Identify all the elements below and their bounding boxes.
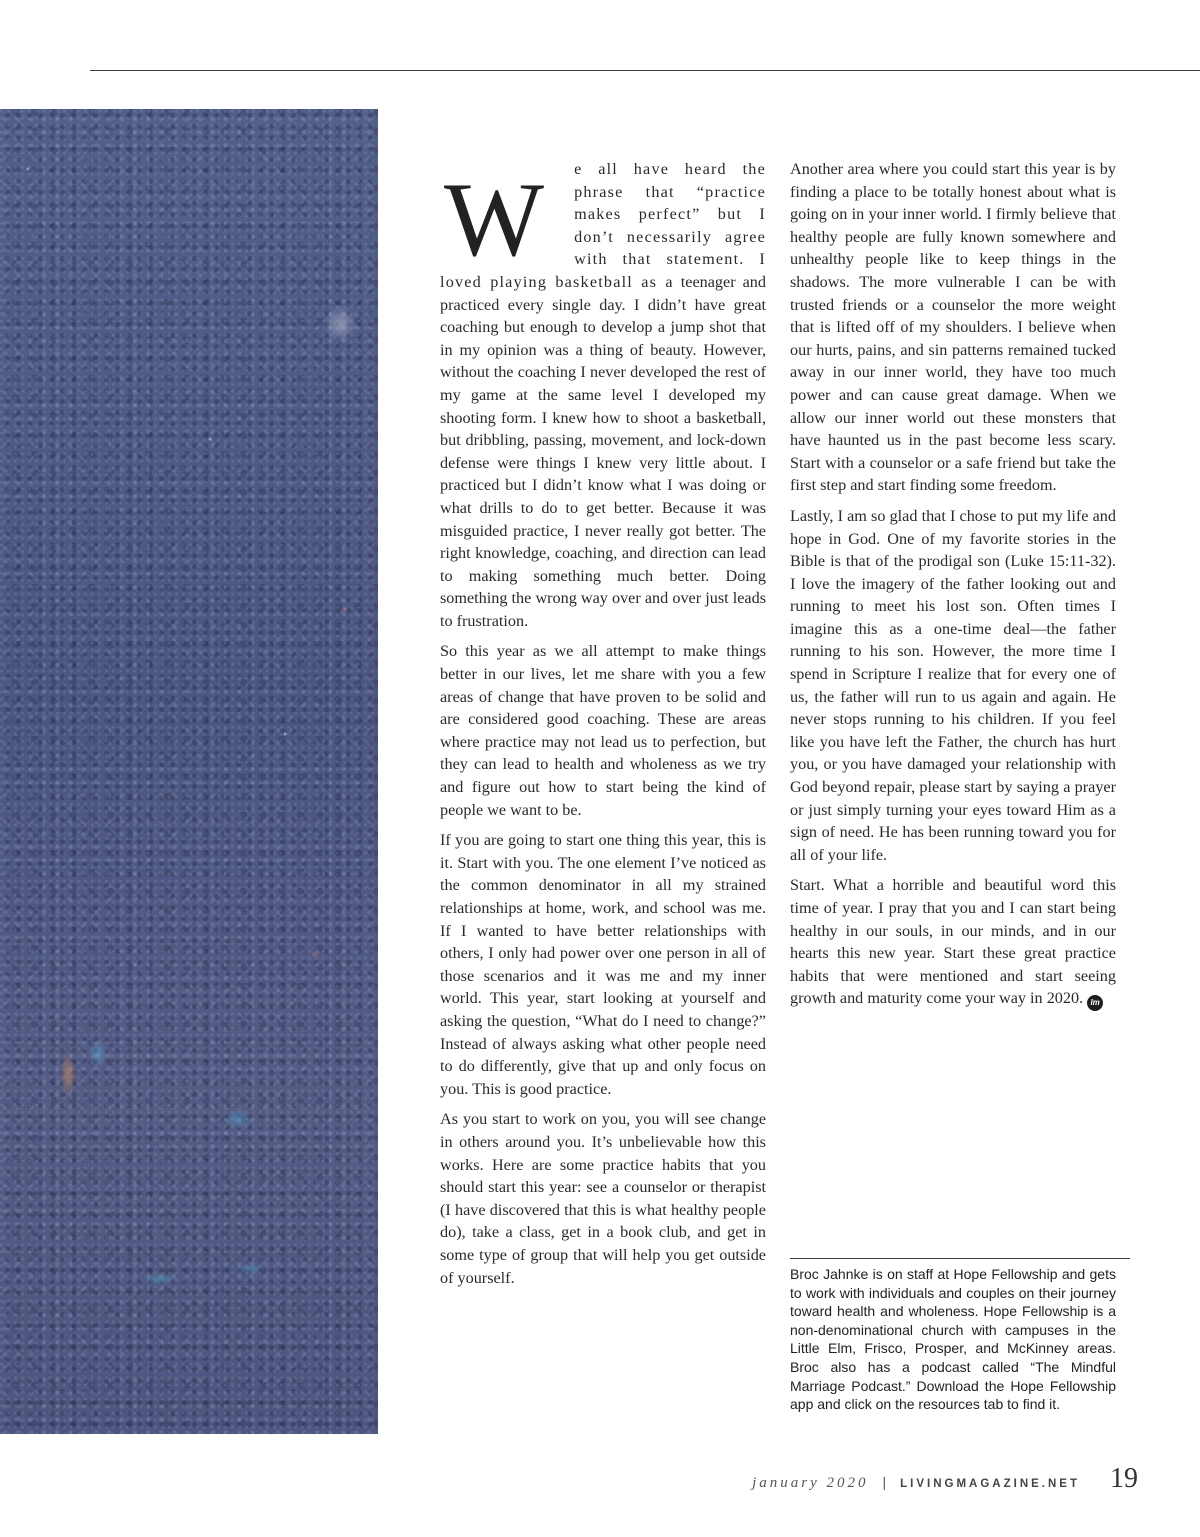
bio-rule [790,1258,1130,1259]
paragraph-continuation: teenager and practiced every single day. I didn’t have great coaching but enough to develop a jump shot that in my opinion was a thing of beauty. However, without the coaching I never developed the rest of my game at the same level I developed my shooting form. I knew how to shoot a basketball, but dribbling, passing, movement, and lock-down defense were things I knew very little about. I practiced but I didn’t know what I was doing or what drills to do to get better. Because it was misguided practice, I never really got better. The right knowledge, coaching, and direction can lead to making something much better. Doing something the wrong way over and over just leads to frustration. [440,272,766,630]
footer-issue-date: january 2020 [752,1475,869,1491]
article-paragraph: As you start to work on you, you will see change in others around you. It’s unbelievable how this works. Here are some practice habits that you should start this year: see a counselor or therapist (I have discovered that this is what healthy people do), take a class, get in a book club, and get in some type of group that will help you get outside of yourself. [440,1110,766,1287]
closing-text: Start. What a horrible and beautiful word this time of year. I pray that you and I can start being healthy in our souls, in our minds, and in our hearts this new year. Start these great practice habits that were mentioned and start seeing growth and maturity come your way in 2020. [790,876,1116,1008]
article-paragraph [440,158,766,632]
footer-separator: | [882,1474,887,1490]
asphalt-photo [0,109,378,1434]
article-paragraph [790,874,1116,1011]
article-paragraph: So this year as we all attempt to make things better in our lives, let me share with you a few areas of change that have proven to be solid and are considered good coaching. These are areas where practice may not lead us to perfection, but they can lead to health and wholeness as we try and figure out how to start being the kind of people we want to be. [440,642,766,819]
author-bio: Broc Jahnke is on staff at Hope Fellowship and gets to work with individuals and couples on their journey toward health and wholeness. Hope Fellowship is a non-denominational church with campuses in the Little Elm, Frisco, Prosper, and McKinney areas. Broc also has a podcast called “The Mindful Marriage Podcast.” Download the Hope Fellowship app and click on the resources tab to find it. [790,1266,1116,1413]
top-rule [90,70,1200,71]
page-number: 19 [1110,1463,1138,1494]
article-paragraph: Another area where you could start this year is by finding a place to be totally honest about what is going on in your inner world. I firmly believe that healthy people are fully known somewhere and unhealthy people like to keep things in the shadows. The more vulnerable I can be with trusted friends or a counselor the more weight that is lifted off of my shoulders. I believe when our hurts, pains, and sin patterns remained tucked away in our inner world, they have too much power and can cause great damage. When we allow our inner world out these monsters that have haunted us in the past become less scary. Start with a counselor or a safe friend but take the first step and start finding some freedom. [790,160,1116,495]
drop-cap: W [444,161,545,278]
page-footer [752,1463,1138,1495]
article-column-left [440,158,766,1297]
end-mark-icon: lm [1087,995,1103,1011]
article-paragraph: Lastly, I am so glad that I chose to put my life and hope in God. One of my favorite stories in the Bible is that of the prodigal son (Luke 15:11-32). I love the imagery of the father looking out and running to meet his lost son. Often times I imagine this as a one-time deal—the father running to his son. However, the more time I spend in Scripture I realize that for every one of us, the father will run to us again and again. He never stops running to his children. If you feel like you have left the Father, the church has hurt you, or you have damaged your relationship with God beyond repair, please start by saying a prayer or just simply turning your eyes toward Him as a sign of need. He has been running toward you for all of your life. [790,506,1116,864]
opening-lines: e all have heard the phrase that “practice makes perfect” but I don’t necessarily agree with that statement. I loved playing basketball as a [440,160,766,291]
article-paragraph: If you are going to start one thing this year, this is it. Start with you. The one element I’ve noticed as the common denominator in all my strained relationships at home, work, and school was me. If I wanted to have better relationships with others, I only had power over one person in all of those scenarios and it was me and my inner world. This year, start looking at yourself and asking the question, “What do I need to change?” Instead of always asking what other people need to do differently, give that up and only focus on you. This is good practice. [440,831,766,1098]
footer-website: LIVINGMAGAZINE.NET [900,1478,1080,1490]
article-column-right [790,158,1116,1019]
